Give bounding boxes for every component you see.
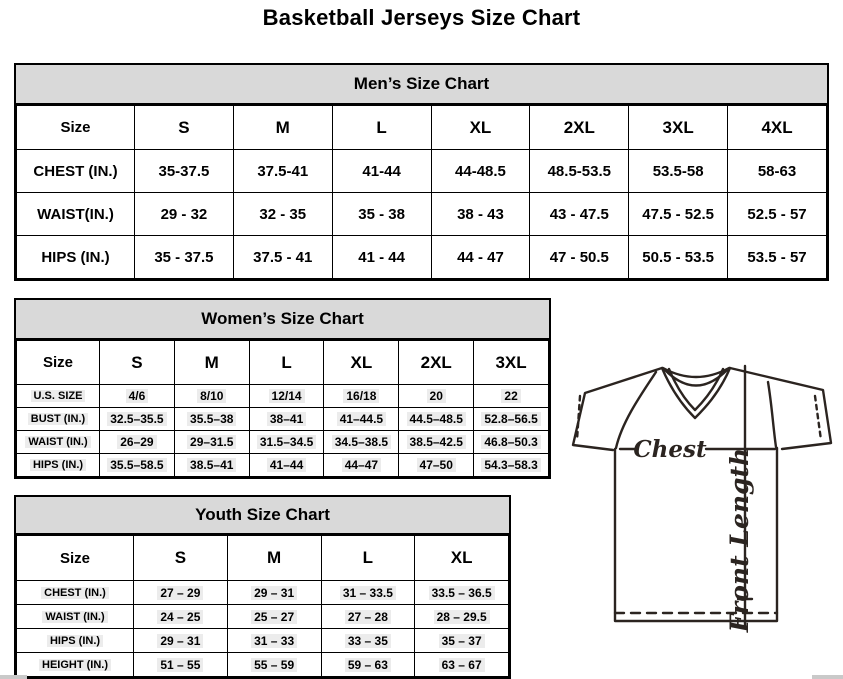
youth-table-cell <box>134 581 228 605</box>
men-column-header: L <box>332 106 431 150</box>
youth-cell-value: 63 – 67 <box>439 658 485 672</box>
women-cell-value: 38–41 <box>267 412 306 426</box>
men-table-cell <box>332 193 431 236</box>
youth-column-header: S <box>134 536 228 581</box>
men-cell-value: 43 - 47.5 <box>549 205 609 223</box>
jersey-left-cuff-stitch-dashed <box>577 396 580 440</box>
youth-table-row <box>17 629 509 653</box>
women-table-cell <box>474 454 549 477</box>
women-row-label-text: U.S. SIZE <box>31 390 86 402</box>
women-cell-value: 38.5–41 <box>187 458 236 472</box>
women-cell-value: 29–31.5 <box>187 435 236 449</box>
men-row-label <box>17 150 135 193</box>
women-table-cell <box>324 408 399 431</box>
youth-size-corner-header: Size <box>17 536 134 581</box>
youth-cell-value: 55 – 59 <box>251 658 297 672</box>
men-cell-value: 50.5 - 53.5 <box>642 248 714 266</box>
men-column-header: 3XL <box>629 106 728 150</box>
youth-cell-value: 27 – 29 <box>157 586 203 600</box>
men-table-row <box>17 150 827 193</box>
men-table-cell <box>530 150 629 193</box>
women-column-header: S <box>100 341 175 385</box>
women-cell-value: 22 <box>501 389 520 403</box>
youth-row-label-text: WAIST (IN.) <box>42 611 107 623</box>
youth-cell-value: 24 – 25 <box>157 610 203 624</box>
women-table-cell <box>324 385 399 408</box>
men-table-cell <box>629 193 728 236</box>
women-column-header: 2XL <box>399 341 474 385</box>
women-table-cell <box>174 431 249 454</box>
youth-table-row <box>17 653 509 677</box>
youth-table-cell <box>321 629 415 653</box>
youth-table-cell <box>134 605 228 629</box>
men-table-cell <box>728 150 827 193</box>
youth-cell-value: 59 – 63 <box>345 658 391 672</box>
women-column-header: L <box>249 341 324 385</box>
youth-cell-value: 29 – 31 <box>157 634 203 648</box>
men-row-label <box>17 236 135 279</box>
women-cell-value: 12/14 <box>269 389 305 403</box>
men-cell-value: 58-63 <box>757 162 797 180</box>
men-table-cell <box>530 193 629 236</box>
men-cell-value: 53.5 - 57 <box>747 248 807 266</box>
women-cell-value: 34.5–38.5 <box>332 435 391 449</box>
women-cell-value: 47–50 <box>417 458 456 472</box>
men-cell-value: 47 - 50.5 <box>549 248 609 266</box>
women-row-label <box>17 385 100 408</box>
men-table-cell <box>135 150 234 193</box>
chest-label: Chest <box>633 436 707 463</box>
women-table-row <box>17 408 549 431</box>
jersey-right-armhole-seam <box>768 382 776 447</box>
women-table-cell <box>324 431 399 454</box>
women-table-cell <box>399 431 474 454</box>
men-table-cell <box>728 236 827 279</box>
women-size-corner-header: Size <box>17 341 100 385</box>
women-cell-value: 20 <box>427 389 446 403</box>
youth-row-label <box>17 581 134 605</box>
youth-table-cell <box>415 581 509 605</box>
men-cell-value: 35 - 38 <box>358 205 405 223</box>
women-table-cell <box>174 454 249 477</box>
youth-row-label-text: CHEST (IN.) <box>41 587 109 599</box>
youth-table-row <box>17 581 509 605</box>
women-cell-value: 8/10 <box>197 389 226 403</box>
youth-table-cell <box>321 605 415 629</box>
men-table-cell <box>135 236 234 279</box>
youth-table-cell <box>227 629 321 653</box>
mens-size-chart-section <box>14 63 829 281</box>
womens-size-table <box>16 340 549 477</box>
women-row-label-text: WAIST (IN.) <box>25 436 90 448</box>
womens-table-title: Women’s Size Chart <box>16 300 549 340</box>
men-cell-value: 44 - 47 <box>457 248 504 266</box>
youth-table-row <box>17 605 509 629</box>
women-cell-value: 4/6 <box>126 389 149 403</box>
women-cell-value: 26–29 <box>117 435 156 449</box>
youth-cell-value: 35 – 37 <box>439 634 485 648</box>
men-row-label-text: WAIST(IN.) <box>37 205 114 223</box>
mens-size-table <box>16 105 827 279</box>
men-table-cell <box>332 236 431 279</box>
jersey-measurement-diagram <box>556 358 841 643</box>
women-cell-value: 54.3–58.3 <box>481 458 540 472</box>
men-cell-value: 44-48.5 <box>455 162 506 180</box>
youth-table-cell <box>134 653 228 677</box>
youth-table-cell <box>227 581 321 605</box>
youth-cell-value: 28 – 29.5 <box>434 610 490 624</box>
women-table-row <box>17 431 549 454</box>
youth-column-header: L <box>321 536 415 581</box>
women-column-header: M <box>174 341 249 385</box>
youth-row-label-text: HEIGHT (IN.) <box>39 659 111 671</box>
men-table-cell <box>332 150 431 193</box>
youth-size-chart-section <box>14 495 511 679</box>
women-cell-value: 31.5–34.5 <box>257 435 316 449</box>
men-table-cell <box>629 150 728 193</box>
women-table-cell <box>249 454 324 477</box>
youth-table-cell <box>134 629 228 653</box>
women-cell-value: 41–44 <box>267 458 306 472</box>
men-row-label-text: HIPS (IN.) <box>41 248 110 266</box>
youth-cell-value: 31 – 33 <box>251 634 297 648</box>
horizontal-scrollbar-fragment-right[interactable] <box>812 675 843 679</box>
men-cell-value: 41 - 44 <box>358 248 405 266</box>
women-cell-value: 16/18 <box>343 389 379 403</box>
women-table-row <box>17 454 549 477</box>
front-length-label: Front Length <box>725 447 754 633</box>
women-table-cell <box>249 385 324 408</box>
women-cell-value: 44.5–48.5 <box>407 412 466 426</box>
men-cell-value: 53.5-58 <box>652 162 704 180</box>
youth-table-cell <box>415 629 509 653</box>
youth-cell-value: 51 – 55 <box>157 658 203 672</box>
men-cell-value: 47.5 - 52.5 <box>642 205 714 223</box>
men-column-header: 2XL <box>530 106 629 150</box>
horizontal-scrollbar-fragment-left[interactable] <box>0 675 27 679</box>
youth-table-cell <box>321 653 415 677</box>
women-cell-value: 41–44.5 <box>337 412 386 426</box>
youth-row-label <box>17 629 134 653</box>
youth-table-cell <box>415 653 509 677</box>
men-cell-value: 35-37.5 <box>158 162 210 180</box>
women-table-cell <box>249 431 324 454</box>
women-cell-value: 35.5–58.5 <box>107 458 166 472</box>
youth-column-header: M <box>227 536 321 581</box>
page-title: Basketball Jerseys Size Chart <box>262 5 581 30</box>
youth-column-header: XL <box>415 536 509 581</box>
youth-cell-value: 25 – 27 <box>251 610 297 624</box>
youth-table-cell <box>227 605 321 629</box>
youth-table-cell <box>415 605 509 629</box>
youth-cell-value: 33 – 35 <box>345 634 391 648</box>
women-table-cell <box>100 454 175 477</box>
women-row-label-text: BUST (IN.) <box>28 413 88 425</box>
men-cell-value: 52.5 - 57 <box>747 205 807 223</box>
youth-cell-value: 31 – 33.5 <box>340 586 396 600</box>
youth-table-title: Youth Size Chart <box>16 497 509 535</box>
men-cell-value: 37.5 - 41 <box>253 248 313 266</box>
men-column-header: XL <box>431 106 530 150</box>
men-table-cell <box>629 236 728 279</box>
women-cell-value: 46.8–50.3 <box>481 435 540 449</box>
women-cell-value: 38.5–42.5 <box>407 435 466 449</box>
women-table-cell <box>174 408 249 431</box>
women-table-cell <box>100 408 175 431</box>
youth-table-cell <box>227 653 321 677</box>
women-table-cell <box>474 431 549 454</box>
mens-table-title: Men’s Size Chart <box>16 65 827 105</box>
men-table-cell <box>233 193 332 236</box>
women-table-cell <box>249 408 324 431</box>
men-table-cell <box>431 193 530 236</box>
men-cell-value: 32 - 35 <box>259 205 307 223</box>
men-column-header: S <box>135 106 234 150</box>
women-table-cell <box>100 385 175 408</box>
men-row-label-text: CHEST (IN.) <box>33 162 118 180</box>
women-cell-value: 52.8–56.5 <box>481 412 540 426</box>
youth-row-label-text: HIPS (IN.) <box>47 635 103 647</box>
men-table-cell <box>431 236 530 279</box>
women-cell-value: 35.5–38 <box>187 412 236 426</box>
women-row-label-text: HIPS (IN.) <box>30 459 86 471</box>
youth-size-header-row <box>17 536 509 581</box>
men-row-label <box>17 193 135 236</box>
men-cell-value: 37.5-41 <box>257 162 309 180</box>
women-table-cell <box>474 408 549 431</box>
men-table-cell <box>728 193 827 236</box>
men-table-cell <box>135 193 234 236</box>
jersey-right-cuff-stitch-dashed <box>815 396 821 440</box>
men-table-cell <box>233 236 332 279</box>
men-column-header: 4XL <box>728 106 827 150</box>
men-cell-value: 41-44 <box>362 162 401 180</box>
youth-cell-value: 29 – 31 <box>251 586 297 600</box>
men-cell-value: 29 - 32 <box>160 205 208 223</box>
women-row-label <box>17 408 100 431</box>
men-table-cell <box>431 150 530 193</box>
men-table-row <box>17 193 827 236</box>
women-table-cell <box>100 431 175 454</box>
men-column-header: M <box>233 106 332 150</box>
women-table-cell <box>174 385 249 408</box>
youth-cell-value: 33.5 – 36.5 <box>429 586 495 600</box>
women-table-cell <box>474 385 549 408</box>
women-column-header: 3XL <box>474 341 549 385</box>
women-cell-value: 32.5–35.5 <box>107 412 166 426</box>
women-table-cell <box>399 454 474 477</box>
men-table-cell <box>233 150 332 193</box>
youth-row-label <box>17 653 134 677</box>
women-table-cell <box>399 408 474 431</box>
men-table-cell <box>530 236 629 279</box>
women-table-row <box>17 385 549 408</box>
women-column-header: XL <box>324 341 399 385</box>
women-size-header-row <box>17 341 549 385</box>
women-row-label <box>17 454 100 477</box>
men-size-corner-header: Size <box>17 106 135 150</box>
women-row-label <box>17 431 100 454</box>
youth-row-label <box>17 605 134 629</box>
womens-size-chart-section <box>14 298 551 479</box>
women-cell-value: 44–47 <box>342 458 381 472</box>
youth-size-table <box>16 535 509 677</box>
women-table-cell <box>324 454 399 477</box>
youth-table-cell <box>321 581 415 605</box>
men-size-header-row <box>17 106 827 150</box>
men-cell-value: 35 - 37.5 <box>154 248 214 266</box>
women-table-cell <box>399 385 474 408</box>
men-table-row <box>17 236 827 279</box>
youth-cell-value: 27 – 28 <box>345 610 391 624</box>
men-cell-value: 48.5-53.5 <box>547 162 611 180</box>
men-cell-value: 38 - 43 <box>457 205 504 223</box>
